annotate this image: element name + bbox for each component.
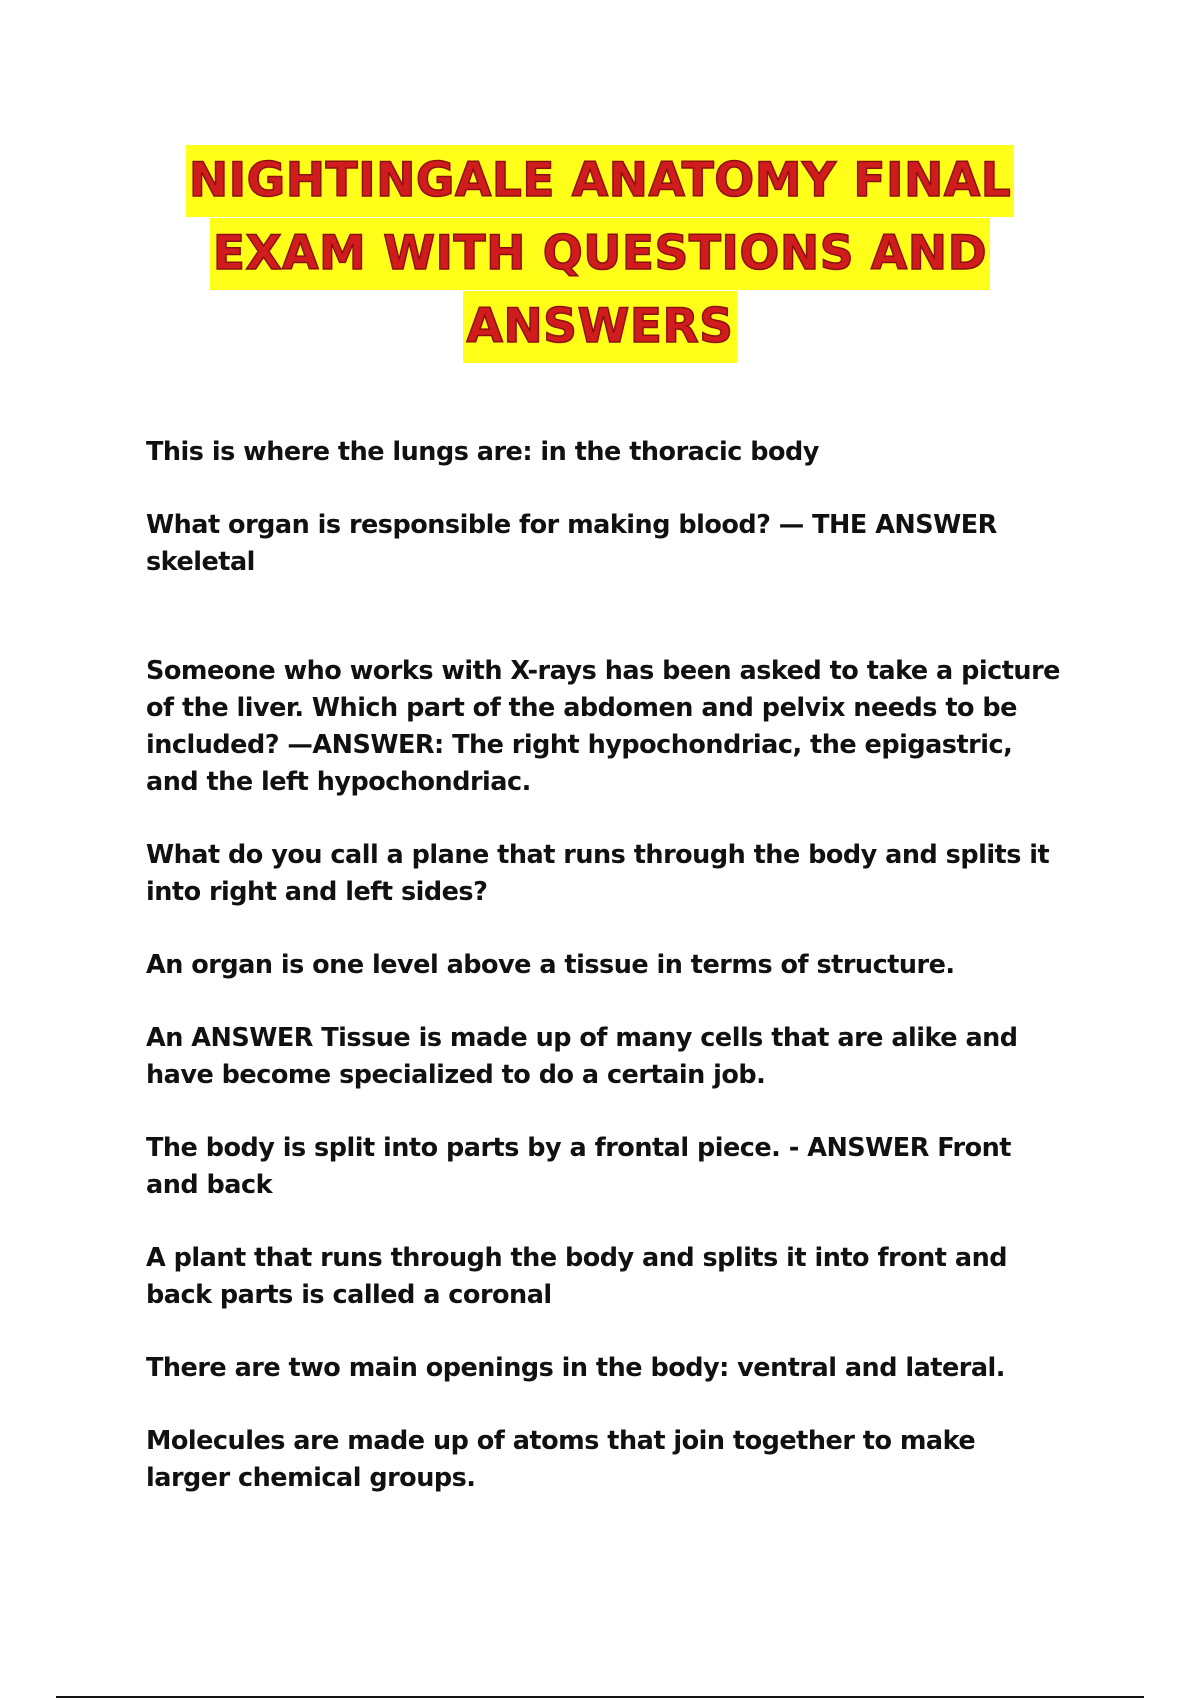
document-title — [0, 145, 1200, 364]
paragraph-frontal-piece: The body is split into parts by a frontal piece. - ANSWER Front and back — [146, 1133, 1011, 1200]
paragraph-blood-organ: What organ is responsible for making blood? — THE ANSWER skeletal — [146, 510, 997, 577]
paragraph-coronal-plane: A plant that runs through the body and splits it into front and back parts is called a coronal — [146, 1243, 1007, 1310]
paragraph-lungs-location: This is where the lungs are: in the thoracic body — [146, 437, 819, 467]
paragraph-molecules: Molecules are made up of atoms that join together to make larger chemical groups. — [146, 1426, 976, 1493]
document-body — [146, 434, 1061, 1533]
title-line-1: NIGHTINGALE ANATOMY FINAL — [186, 145, 1014, 217]
paragraph-tissue-definition: An ANSWER Tissue is made up of many cells that are alike and have become specialized to do a certain job. — [146, 1023, 1018, 1090]
title-line-2: EXAM WITH QUESTIONS AND — [210, 218, 990, 290]
title-line-3: ANSWERS — [463, 291, 736, 363]
paragraph-xray-liver: Someone who works with X-rays has been asked to take a picture of the liver. Which part of the abdomen and pelvix needs to be included? —ANSWER: The right hypochondriac, the epigastric, and the left hypochondriac. — [146, 656, 1060, 797]
paragraph-organ-level: An organ is one level above a tissue in terms of structure. — [146, 950, 955, 980]
paragraph-sagittal-plane: What do you call a plane that runs through the body and splits it into right and left sides? — [146, 840, 1050, 907]
footer-divider — [56, 1696, 1144, 1698]
paragraph-body-openings: There are two main openings in the body: ventral and lateral. — [146, 1353, 1005, 1383]
